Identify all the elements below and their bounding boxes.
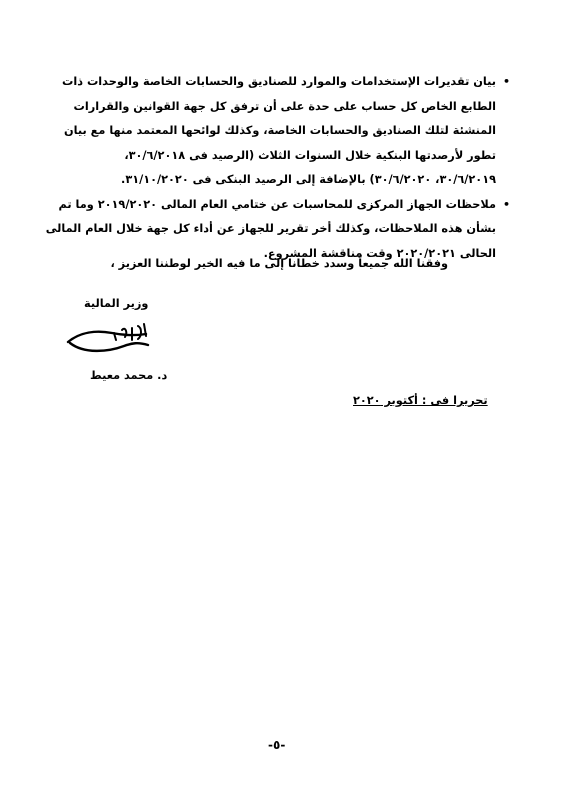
paragraph-line: بيان تقديرات الإستخدامات والموارد للصناديق والحسابات الخاصة والوحدات ذات <box>62 75 496 88</box>
signatory-title: وزير المالية <box>84 297 149 310</box>
paragraph-line: بشأن هذه الملاحظات، وكذلك أخر تقرير للجهاز عن أداء كل جهة خلال العام المالى <box>45 222 496 235</box>
handwritten-signature-icon <box>62 318 150 358</box>
paragraph-line: ٣٠/٦/٢٠١٩، ٣٠/٦/٢٠٢٠) بالإضافة إلى الرصيد البنكى فى ٣١/١٠/٢٠٢٠. <box>121 173 496 186</box>
paragraph-line: تطور لأرصدتها البنكية خلال السنوات الثلاث (الرصيد فى ٣٠/٦/٢٠١٨، <box>124 148 496 162</box>
list-item <box>62 70 510 193</box>
page-number: -٥- <box>268 738 286 752</box>
signatory-name: د. محمد معيط <box>90 369 168 382</box>
paragraph-line: الحالى ٢٠٢٠/٢٠٢١ وقت مناقشة المشروع. <box>263 246 496 260</box>
issue-date: تحريرا فى : أكتوبر ٢٠٢٠ <box>353 394 488 407</box>
list-item <box>45 193 510 267</box>
bullet-icon: • <box>502 75 510 88</box>
closing-sentence: وفقنا الله جميعاً وسدد خطانا إلى ما فيه الخير لوطننا العزيز ، <box>110 257 448 270</box>
paragraph-line: المنشئة لتلك الصناديق والحسابات الخاصة، وكذلك لوائحها المعتمد منها مع بيان <box>64 124 496 137</box>
bullet-icon: • <box>502 197 510 211</box>
paragraph-line: ملاحظات الجهاز المركزى للمحاسبات عن ختامي العام المالى ٢٠١٩/٢٠٢٠ وما تم <box>58 197 496 211</box>
paragraph-line: الطابع الخاص كل حساب على حدة على أن ترفق كل جهة القوانين والقرارات <box>73 99 496 113</box>
requirements-list <box>45 70 510 266</box>
